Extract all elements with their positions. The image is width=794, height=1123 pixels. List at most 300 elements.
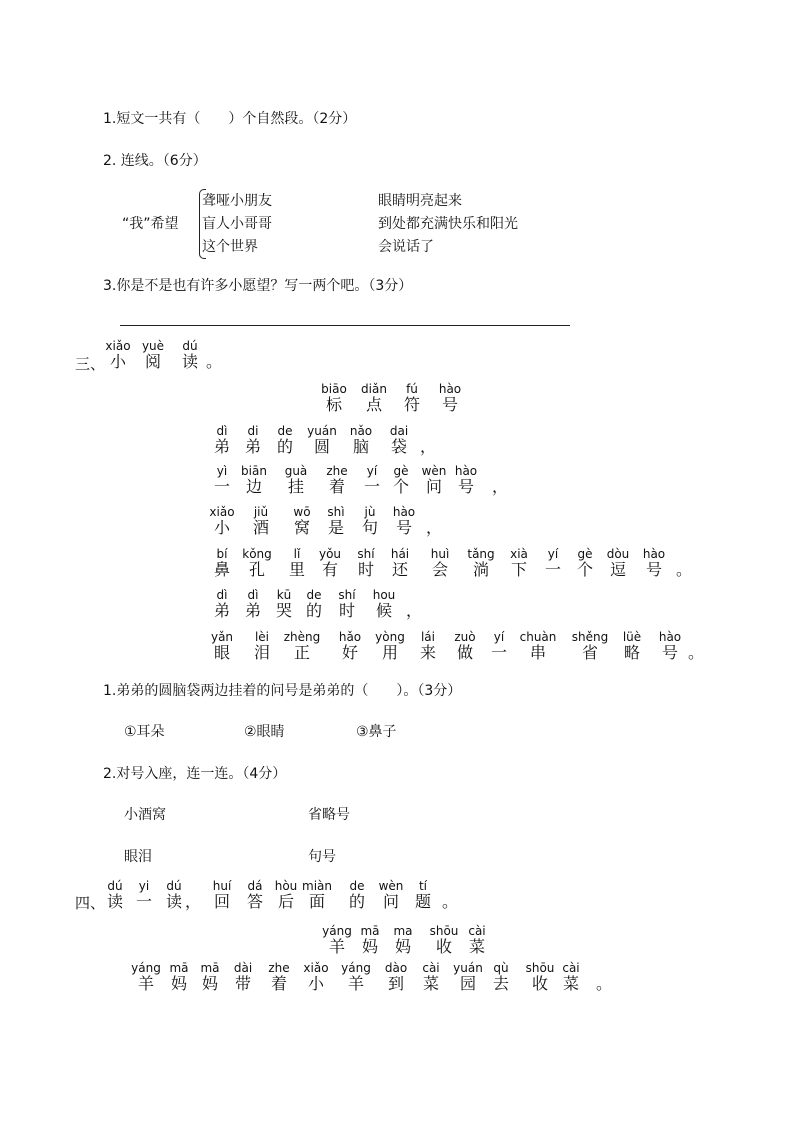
pinyin: mā (360, 924, 380, 938)
hanzi: 袋 (390, 437, 407, 456)
pinyin: hào (658, 630, 682, 644)
hanzi: 用 (381, 643, 399, 662)
ruby-cell (545, 548, 561, 578)
pinyin: tí (418, 879, 428, 893)
pinyin: shí (338, 588, 356, 602)
pinyin: lèi (254, 630, 270, 644)
ruby-cell (422, 962, 439, 992)
ruby-cell (241, 465, 267, 495)
ruby-cell (404, 383, 420, 413)
pinyin: dì (216, 424, 228, 438)
ruby-cell (454, 631, 475, 661)
ruby-cell (321, 383, 347, 413)
pinyin: shì (327, 505, 345, 519)
pinyin: hái (390, 547, 410, 561)
pinyin: xiǎo (303, 961, 329, 975)
ruby-cell (322, 925, 352, 955)
ruby-cell (357, 548, 374, 578)
hanzi: ， (405, 601, 423, 620)
pinyin: dú (166, 879, 182, 893)
hanzi: 窝 (293, 518, 310, 537)
ruby-cell (510, 548, 528, 578)
hanzi: 羊 (137, 974, 154, 993)
pinyin: hào (642, 547, 666, 561)
ruby-cell (284, 631, 321, 661)
hanzi: 号 (395, 518, 412, 537)
hanzi: ， (425, 518, 443, 537)
hanzi: 逗 (609, 560, 627, 579)
pinyin: yòng (375, 630, 405, 644)
hanzi: 去 (492, 974, 510, 993)
pinyin: kǒng (242, 547, 272, 561)
ruby-cell (319, 548, 341, 578)
hanzi: 弟 (244, 437, 262, 456)
ruby-cell (350, 425, 372, 455)
matching-lead: “我”希望 (122, 216, 179, 232)
hanzi: 着 (328, 477, 346, 496)
hanzi: 标 (325, 395, 342, 414)
ruby-cell (245, 425, 261, 455)
question-2-matching: 2. 连线。（6分） (103, 153, 207, 169)
ruby-cell (491, 631, 507, 661)
pinyin: hào (438, 382, 462, 396)
hanzi: 符 (403, 395, 421, 414)
ruby-cell (166, 880, 182, 910)
pinyin: yuán (453, 961, 483, 975)
matching-right-item: 到处都充满快乐和阳光 (378, 216, 518, 232)
pinyin: xiǎo (105, 339, 131, 353)
hanzi: 个 (392, 477, 410, 496)
pinyin: ma (393, 924, 413, 938)
hanzi: 略 (623, 643, 641, 662)
pinyin: lǐ (293, 547, 301, 561)
ruby-cell (492, 465, 508, 495)
ruby-cell (562, 962, 579, 992)
ruby-cell (520, 631, 557, 661)
hanzi: 一 (213, 477, 231, 496)
hanzi: 菜 (422, 974, 440, 993)
hanzi: 一 (135, 892, 153, 911)
ruby-cell (211, 631, 233, 661)
hanzi: 羊 (328, 937, 345, 956)
pinyin: huì (430, 547, 450, 561)
ruby-cell (360, 925, 379, 955)
hanzi: ， (184, 892, 202, 911)
hanzi: 。 (595, 974, 613, 993)
pinyin: yí (493, 630, 505, 644)
hanzi: 小 (307, 974, 325, 993)
pinyin: dòu (606, 547, 630, 561)
pinyin: gè (577, 547, 593, 561)
ruby-cell (209, 506, 234, 536)
hanzi: 妈 (170, 974, 188, 993)
pinyin: yuè (141, 339, 165, 353)
pinyin: de (277, 424, 293, 438)
pinyin: tǎng (467, 547, 495, 561)
hanzi: 答 (246, 892, 264, 911)
hanzi: 挂 (287, 477, 305, 496)
ruby-cell (182, 340, 198, 370)
ruby-cell (245, 589, 261, 619)
pinyin: dú (182, 339, 198, 353)
pinyin: dì (216, 588, 228, 602)
hanzi: 菜 (468, 937, 486, 956)
ruby-cell (439, 383, 461, 413)
pinyin: shōu (429, 924, 459, 938)
pinyin: yáng (341, 961, 371, 975)
hanzi: 酒 (252, 518, 270, 537)
ruby-cell (254, 631, 270, 661)
pinyin: zhèng (283, 630, 321, 644)
pinyin: hào (454, 464, 478, 478)
reading-question-1: 1.弟弟的圆脑袋两边挂着的问号是弟弟的（ ）。（3分） (103, 683, 462, 699)
hanzi: 淌 (472, 560, 489, 579)
ruby-cell (420, 425, 436, 455)
pinyin: di (247, 424, 259, 438)
hanzi: 回 (213, 892, 231, 911)
ruby-cell (268, 962, 289, 992)
matching-left-item: 聋哑小朋友 (202, 193, 272, 209)
ruby-cell (105, 340, 130, 370)
ruby-cell (468, 925, 485, 955)
ruby-cell (442, 880, 458, 910)
ruby-cell (234, 962, 252, 992)
ruby-cell (213, 880, 232, 910)
hanzi: 。 (441, 892, 459, 911)
ruby-cell (302, 880, 332, 910)
ruby-cell (338, 589, 355, 619)
match-right-item[interactable]: 句号 (308, 849, 336, 865)
ruby-cell (169, 962, 188, 992)
hanzi: 妈 (201, 974, 219, 993)
ruby-cell (214, 589, 230, 619)
hanzi: 园 (459, 974, 477, 993)
hanzi: 到 (387, 974, 404, 993)
pinyin: huí (212, 879, 232, 893)
ruby-cell (306, 589, 322, 619)
hanzi: 句 (361, 518, 379, 537)
hanzi: 好 (341, 643, 358, 662)
section-number-3: 三、 (75, 355, 106, 373)
hanzi: 号 (645, 560, 662, 579)
pinyin: bí (216, 547, 228, 561)
ruby-cell (430, 925, 459, 955)
hanzi: 脑 (352, 437, 369, 456)
hanzi: 一 (544, 560, 562, 579)
hanzi: 下 (510, 560, 528, 579)
pinyin: fú (406, 382, 418, 396)
ruby-cell (426, 506, 442, 536)
ruby-cell (185, 880, 201, 910)
ruby-cell (339, 631, 361, 661)
ruby-cell (131, 962, 161, 992)
hanzi: 时 (338, 601, 356, 620)
section-number-4: 四、 (75, 894, 106, 912)
hanzi: 孔 (248, 560, 266, 579)
pinyin: lái (420, 630, 436, 644)
ruby-cell (420, 631, 436, 661)
answer-line[interactable] (120, 325, 570, 326)
ruby-cell (242, 548, 272, 578)
hanzi: 点 (365, 395, 383, 414)
ruby-cell (415, 880, 431, 910)
question-1-paragraph-count: 1.短文一共有（ ）个自然段。（2分） (103, 111, 357, 127)
ruby-cell (361, 383, 387, 413)
ruby-cell (107, 880, 123, 910)
pinyin: dá (247, 879, 263, 893)
pinyin: zhe (326, 464, 348, 478)
pinyin: nǎo (349, 424, 373, 438)
pinyin: cài (422, 961, 440, 975)
ruby-cell (307, 425, 337, 455)
hanzi: 弟 (244, 601, 262, 620)
hanzi: 读 (181, 352, 199, 371)
hanzi: 小 (109, 352, 127, 371)
hanzi: ， (419, 437, 437, 456)
ruby-cell (136, 880, 152, 910)
ruby-cell (289, 548, 305, 578)
ruby-cell (659, 631, 681, 661)
pinyin: shí (357, 547, 375, 561)
ruby-cell (526, 962, 555, 992)
hanzi: 问 (382, 892, 399, 911)
hanzi: 妈 (394, 937, 412, 956)
ruby-cell (577, 548, 593, 578)
hanzi: 有 (321, 560, 338, 579)
pinyin: biāo (321, 382, 347, 396)
hanzi: 妈 (361, 937, 379, 956)
pinyin: yuán (307, 424, 337, 438)
ruby-cell (623, 631, 641, 661)
hanzi: 弟 (213, 601, 231, 620)
pinyin: yáng (131, 961, 161, 975)
hanzi: 面 (308, 892, 326, 911)
ruby-cell (214, 425, 230, 455)
ruby-cell (431, 548, 450, 578)
pinyin: yǒu (318, 547, 342, 561)
pinyin: dào (384, 961, 408, 975)
ruby-cell (385, 962, 407, 992)
pinyin: hou (372, 588, 396, 602)
pinyin: cài (562, 961, 580, 975)
pinyin: hǎo (338, 630, 362, 644)
ruby-cell (276, 589, 292, 619)
pinyin: yì (216, 464, 228, 478)
pinyin: wèn (378, 879, 404, 893)
hanzi: 一 (490, 643, 508, 662)
pinyin: hào (392, 505, 416, 519)
hanzi: 做 (456, 643, 473, 662)
ruby-cell (285, 465, 308, 495)
ruby-cell (391, 548, 409, 578)
pinyin: dai (389, 424, 409, 438)
ruby-cell (247, 880, 263, 910)
hanzi: 问 (425, 477, 442, 496)
pinyin: mā (169, 961, 189, 975)
pinyin: jù (364, 505, 376, 519)
hanzi: 边 (245, 477, 263, 496)
hanzi: 一 (363, 477, 381, 496)
pinyin: dài (233, 961, 253, 975)
hanzi: 读 (106, 892, 124, 911)
ruby-cell (375, 631, 405, 661)
ruby-cell (142, 340, 164, 370)
hanzi: 弟 (213, 437, 231, 456)
pinyin: yáng (322, 924, 352, 938)
pinyin: yí (366, 464, 378, 478)
ruby-cell (362, 506, 378, 536)
hanzi: 眼 (213, 643, 230, 662)
ruby-cell (206, 340, 222, 370)
ruby-cell (214, 548, 230, 578)
pinyin: lüè (622, 630, 642, 644)
pinyin: de (349, 879, 365, 893)
hanzi: 号 (457, 477, 474, 496)
hanzi: 号 (441, 395, 458, 414)
hanzi: 里 (288, 560, 306, 579)
pinyin: shōu (525, 961, 555, 975)
hanzi: 省 (581, 643, 598, 662)
pinyin: diǎn (361, 382, 387, 396)
hanzi: 还 (391, 560, 409, 579)
match-right-item[interactable]: 省略号 (308, 807, 350, 823)
hanzi: 的 (276, 437, 294, 456)
hanzi: 泪 (253, 643, 271, 662)
pinyin: guà (284, 464, 308, 478)
hanzi: 题 (414, 892, 432, 911)
ruby-cell (373, 589, 396, 619)
option-eye[interactable]: ②眼睛 (244, 724, 285, 740)
pinyin: wō (293, 505, 311, 519)
ruby-cell (688, 631, 704, 661)
hanzi: 的 (348, 892, 366, 911)
hanzi: 鼻 (213, 560, 231, 579)
ruby-cell (393, 925, 412, 955)
matching-left-item: 盲人小哥哥 (202, 216, 272, 232)
hanzi: 。 (205, 352, 223, 371)
ruby-cell (467, 548, 494, 578)
hanzi: 收 (531, 974, 548, 993)
hanzi: 是 (327, 518, 345, 537)
ruby-cell (277, 425, 293, 455)
ruby-cell (453, 962, 483, 992)
ruby-cell (341, 962, 371, 992)
hanzi: 带 (234, 974, 251, 993)
pinyin: miàn (302, 879, 332, 893)
option-nose[interactable]: ③鼻子 (356, 724, 397, 740)
pinyin: zuò (454, 630, 476, 644)
pinyin: yi (138, 879, 150, 893)
matching-right-item: 会说话了 (378, 239, 434, 255)
hanzi: 羊 (347, 974, 364, 993)
matching-right-item: 眼睛明亮起来 (378, 193, 462, 209)
hanzi: 菜 (562, 974, 580, 993)
hanzi: 会 (431, 560, 449, 579)
reading-question-2: 2.对号入座，连一连。（4分） (103, 766, 287, 782)
hanzi: 时 (357, 560, 375, 579)
hanzi: 号 (661, 643, 678, 662)
pinyin: xiǎo (209, 505, 235, 519)
ruby-cell (214, 465, 230, 495)
ruby-cell (607, 548, 630, 578)
ruby-cell (390, 425, 408, 455)
pinyin: dì (247, 588, 259, 602)
pinyin: yí (547, 547, 559, 561)
hanzi: 小 (213, 518, 231, 537)
pinyin: dú (107, 879, 123, 893)
pinyin: zhe (268, 961, 290, 975)
pinyin: biān (241, 464, 267, 478)
ruby-cell (275, 880, 298, 910)
ruby-cell (293, 506, 310, 536)
ruby-cell (200, 962, 219, 992)
hanzi: 阅 (144, 352, 161, 371)
ruby-cell (406, 589, 422, 619)
hanzi: 哭 (275, 601, 293, 620)
ruby-cell (393, 465, 409, 495)
ruby-cell (349, 880, 365, 910)
ruby-cell (596, 962, 612, 992)
ruby-cell (455, 465, 477, 495)
hanzi: 的 (305, 601, 323, 620)
pinyin: de (306, 588, 322, 602)
pinyin: xià (510, 547, 528, 561)
ruby-cell (393, 506, 415, 536)
pinyin: chuàn (519, 630, 557, 644)
pinyin: gè (393, 464, 409, 478)
hanzi: 。 (687, 643, 705, 662)
pinyin: mā (200, 961, 220, 975)
hanzi: 来 (419, 643, 437, 662)
ruby-cell (676, 548, 692, 578)
ruby-cell (364, 465, 380, 495)
match-left-item[interactable]: 眼泪 (124, 849, 152, 865)
ruby-cell (327, 506, 344, 536)
ruby-cell (572, 631, 608, 661)
matching-left-item: 这个世界 (202, 239, 258, 255)
hanzi: 候 (375, 601, 392, 620)
hanzi: 后 (277, 892, 294, 911)
pinyin: qù (493, 961, 509, 975)
ruby-cell (643, 548, 665, 578)
pinyin: kū (276, 588, 292, 602)
ruby-cell (379, 880, 404, 910)
hanzi: ， (491, 477, 509, 496)
hanzi: 。 (675, 560, 693, 579)
pinyin: hòu (274, 879, 298, 893)
hanzi: 读 (165, 892, 183, 911)
ruby-cell (422, 465, 447, 495)
hanzi: 个 (576, 560, 594, 579)
pinyin: cài (468, 924, 486, 938)
hanzi: 正 (293, 643, 311, 662)
hanzi: 收 (435, 937, 452, 956)
pinyin: jiǔ (253, 505, 269, 519)
ruby-cell (326, 465, 347, 495)
hanzi: 圆 (313, 437, 331, 456)
hanzi: 着 (270, 974, 288, 993)
ruby-cell (303, 962, 328, 992)
pinyin: shěng (571, 630, 609, 644)
question-3-wishes: 3.你是不是也有许多小愿望？写一两个吧。（3分） (103, 278, 413, 294)
ruby-cell (493, 962, 509, 992)
option-ear[interactable]: ①耳朵 (124, 724, 165, 740)
ruby-cell (253, 506, 269, 536)
match-left-item[interactable]: 小酒窝 (124, 807, 166, 823)
pinyin: yǎn (210, 630, 234, 644)
pinyin: wèn (421, 464, 447, 478)
hanzi: 串 (529, 643, 546, 662)
